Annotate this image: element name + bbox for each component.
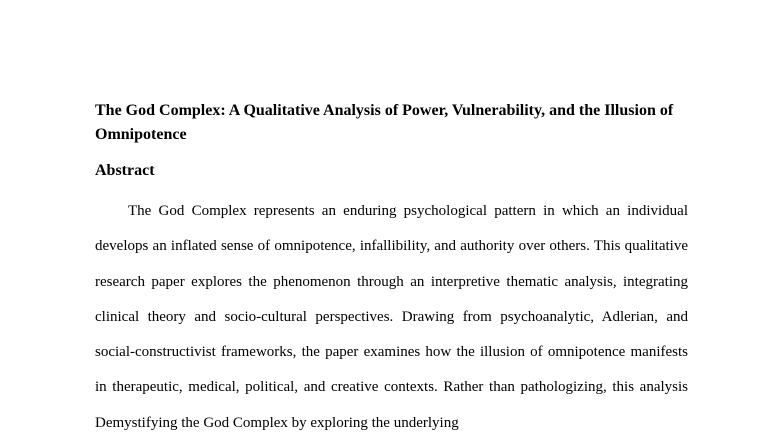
abstract-paragraph: The God Complex represents an enduring psychological pattern in which an individual develops an inflated sense of omnipotence, infallibility, and authority over others. This qualitative research paper explores the phenomenon through an interpretive thematic analysis, integrating clinical theory and socio-cultural perspectives. Drawing from psychoanalytic, Adlerian, and social-constructivist frameworks, the paper examines how the illusion of omnipotence manifests in therapeutic, medical, political, and creative contexts. Rather than pathologizing, this analysis Demystifying the God Complex by exploring the underlying	[95, 203, 688, 431]
paper-title: The God Complex: A Qualitative Analysis of Power, Vulnerability, and the Illusion of Omnipotence	[95, 102, 674, 143]
abstract-heading: Abstract	[95, 162, 155, 179]
